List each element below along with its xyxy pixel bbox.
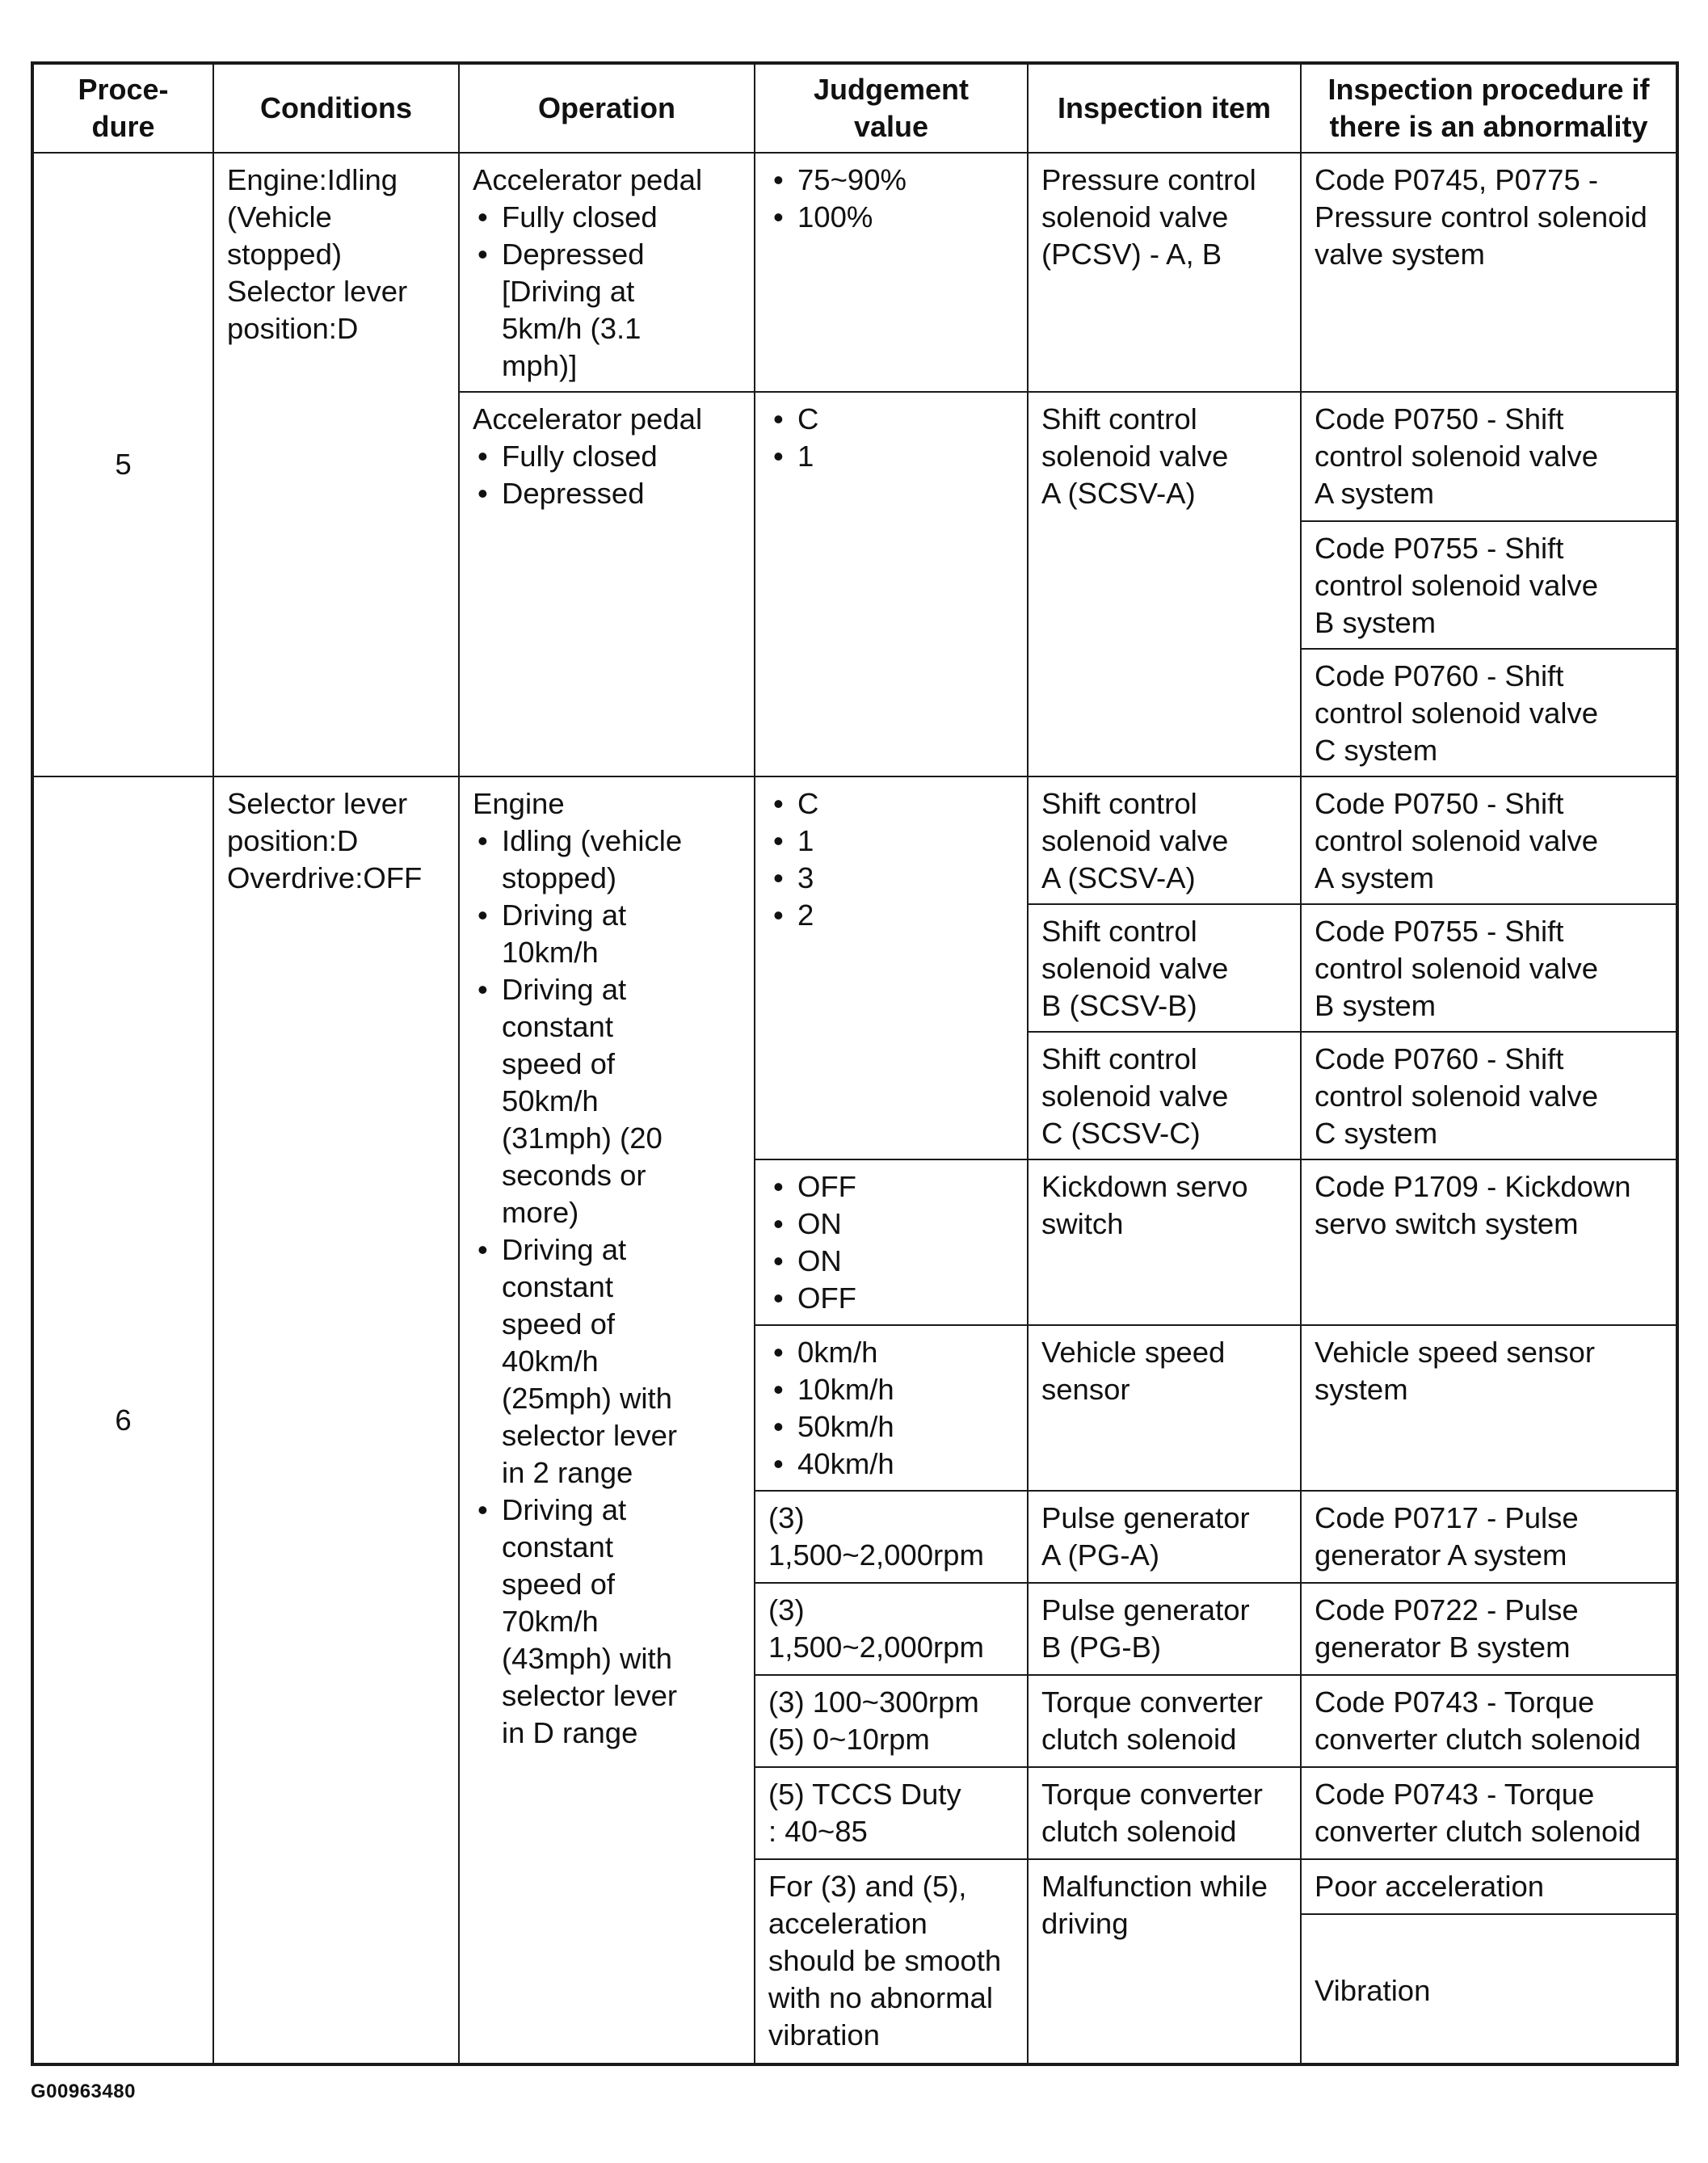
operation-list — [473, 438, 741, 512]
p6-judgement-speed — [755, 1325, 1028, 1491]
procedure-6-number: 6 — [32, 776, 213, 2064]
judgement-list — [768, 785, 1014, 934]
judgement-item: • C — [797, 785, 1014, 823]
p6-procedure-speed: Vehicle speed sensor system — [1301, 1325, 1677, 1491]
operation-item: • Depressed — [502, 475, 741, 512]
operation-item: • Driving at constant speed of 40km/h (25mph) with selector lever in 2 range — [502, 1231, 741, 1492]
operation-item: • Idling (vehicle stopped) — [502, 823, 741, 897]
judgement-item: • 100% — [797, 199, 1014, 236]
p6-inspection-item-malfunction: Malfunction while driving — [1028, 1859, 1301, 2064]
operation-title: Accelerator pedal — [473, 402, 703, 436]
judgement-list — [768, 1168, 1014, 1317]
p6-procedure-scsv-c: Code P0760 - Shift control solenoid valve C system — [1301, 1032, 1677, 1159]
operation-list — [473, 199, 741, 385]
p5-judgement-scsv — [755, 392, 1028, 776]
judgement-item: • 0km/h — [797, 1334, 1014, 1371]
operation-item: • Fully closed — [502, 438, 741, 475]
p6-procedure-tcc-2: Code P0743 - Torque converter clutch solenoid — [1301, 1767, 1677, 1859]
judgement-item: • OFF — [797, 1280, 1014, 1317]
p5-operation-scsv — [459, 392, 755, 776]
p6-judgement-pg-b: (3) 1,500~2,000rpm — [755, 1583, 1028, 1675]
p6-inspection-item-tcc-1: Torque converter clutch solenoid — [1028, 1675, 1301, 1767]
procedure-6-conditions: Selector lever position:D Overdrive:OFF — [213, 776, 459, 2064]
p6-inspection-item-speed: Vehicle speed sensor — [1028, 1325, 1301, 1491]
p6-judgement-malfunction: For (3) and (5), acceleration should be smooth with no abnormal vibration — [755, 1859, 1028, 2064]
judgement-item: • 40km/h — [797, 1446, 1014, 1483]
judgement-list — [768, 162, 1014, 236]
p5-inspection-item-pcsv: Pressure control solenoid valve (PCSV) - A, B — [1028, 153, 1301, 392]
p6-inspection-item-scsv-c: Shift control solenoid valve C (SCSV-C) — [1028, 1032, 1301, 1159]
header-judgement-value: Judgement value — [755, 63, 1028, 153]
p6-row-scsv-a — [32, 776, 1677, 904]
operation-item: • Fully closed — [502, 199, 741, 236]
header-procedure: Proce- dure — [32, 63, 213, 153]
p6-procedure-scsv-b: Code P0755 - Shift control solenoid valve B system — [1301, 904, 1677, 1032]
procedure-5-conditions: Engine:Idling (Vehicle stopped) Selector lever position:D — [213, 153, 459, 776]
p5-inspection-item-scsv: Shift control solenoid valve A (SCSV-A) — [1028, 392, 1301, 776]
p5-row-pcsv — [32, 153, 1677, 392]
p6-procedure-poor-acceleration: Poor acceleration — [1301, 1859, 1677, 1914]
p6-procedure-tcc-1: Code P0743 - Torque converter clutch solenoid — [1301, 1675, 1677, 1767]
p6-procedure-pg-a: Code P0717 - Pulse generator A system — [1301, 1491, 1677, 1583]
header-conditions: Conditions — [213, 63, 459, 153]
judgement-item: • OFF — [797, 1168, 1014, 1206]
p6-procedure-pg-b: Code P0722 - Pulse generator B system — [1301, 1583, 1677, 1675]
judgement-item: • C — [797, 401, 1014, 438]
operation-item: • Depressed [Driving at 5km/h (3.1 mph)] — [502, 236, 741, 385]
p6-judgement-kickdown — [755, 1159, 1028, 1325]
operation-title: Engine — [473, 787, 565, 820]
procedure-5-number: 5 — [32, 153, 213, 776]
p6-inspection-item-scsv-a: Shift control solenoid valve A (SCSV-A) — [1028, 776, 1301, 904]
p5-procedure-scsv-a: Code P0750 - Shift control solenoid valve A system — [1301, 392, 1677, 521]
header-operation: Operation — [459, 63, 755, 153]
p6-judgement-tcc-2: (5) TCCS Duty : 40~85 — [755, 1767, 1028, 1859]
p6-procedure-kickdown: Code P1709 - Kickdown servo switch system — [1301, 1159, 1677, 1325]
inspection-table — [31, 61, 1679, 2066]
judgement-item: • 1 — [797, 438, 1014, 475]
operation-item: • Driving at constant speed of 70km/h (43mph) with selector lever in D range — [502, 1492, 741, 1752]
judgement-list — [768, 401, 1014, 475]
p6-inspection-item-pg-a: Pulse generator A (PG-A) — [1028, 1491, 1301, 1583]
p5-procedure-pcsv: Code P0745, P0775 - Pressure control solenoid valve system — [1301, 153, 1677, 392]
p6-inspection-item-kickdown: Kickdown servo switch — [1028, 1159, 1301, 1325]
p6-judgement-pg-a: (3) 1,500~2,000rpm — [755, 1491, 1028, 1583]
p6-inspection-item-tcc-2: Torque converter clutch solenoid — [1028, 1767, 1301, 1859]
p5-procedure-scsv-b: Code P0755 - Shift control solenoid valve B system — [1301, 521, 1677, 649]
operation-item: • Driving at 10km/h — [502, 897, 741, 971]
judgement-item: • ON — [797, 1243, 1014, 1280]
figure-id: G00963480 — [31, 2081, 136, 2102]
judgement-list — [768, 1334, 1014, 1483]
header-inspection-procedure: Inspection procedure if there is an abnormality — [1301, 63, 1677, 153]
operation-item: • Driving at constant speed of 50km/h (31mph) (20 seconds or more) — [502, 971, 741, 1231]
p6-judgement-tcc-1: (3) 100~300rpm (5) 0~10rpm — [755, 1675, 1028, 1767]
p5-operation-pcsv — [459, 153, 755, 392]
judgement-item: • 75~90% — [797, 162, 1014, 199]
p6-inspection-item-pg-b: Pulse generator B (PG-B) — [1028, 1583, 1301, 1675]
judgement-item: • ON — [797, 1206, 1014, 1243]
judgement-item: • 50km/h — [797, 1408, 1014, 1446]
p5-procedure-scsv-c: Code P0760 - Shift control solenoid valve C system — [1301, 649, 1677, 776]
header-inspection-item: Inspection item — [1028, 63, 1301, 153]
judgement-item: • 1 — [797, 823, 1014, 860]
operation-list — [473, 823, 741, 1752]
p6-judgement-scsv — [755, 776, 1028, 1159]
judgement-item: • 3 — [797, 860, 1014, 897]
p6-procedure-scsv-a: Code P0750 - Shift control solenoid valve A system — [1301, 776, 1677, 904]
header-row — [32, 63, 1677, 153]
p6-inspection-item-scsv-b: Shift control solenoid valve B (SCSV-B) — [1028, 904, 1301, 1032]
p6-operation — [459, 776, 755, 2064]
p6-procedure-vibration: Vibration — [1301, 1914, 1677, 2064]
operation-title: Accelerator pedal — [473, 163, 703, 196]
judgement-item: • 2 — [797, 897, 1014, 934]
judgement-item: • 10km/h — [797, 1371, 1014, 1408]
p5-judgement-pcsv — [755, 153, 1028, 392]
